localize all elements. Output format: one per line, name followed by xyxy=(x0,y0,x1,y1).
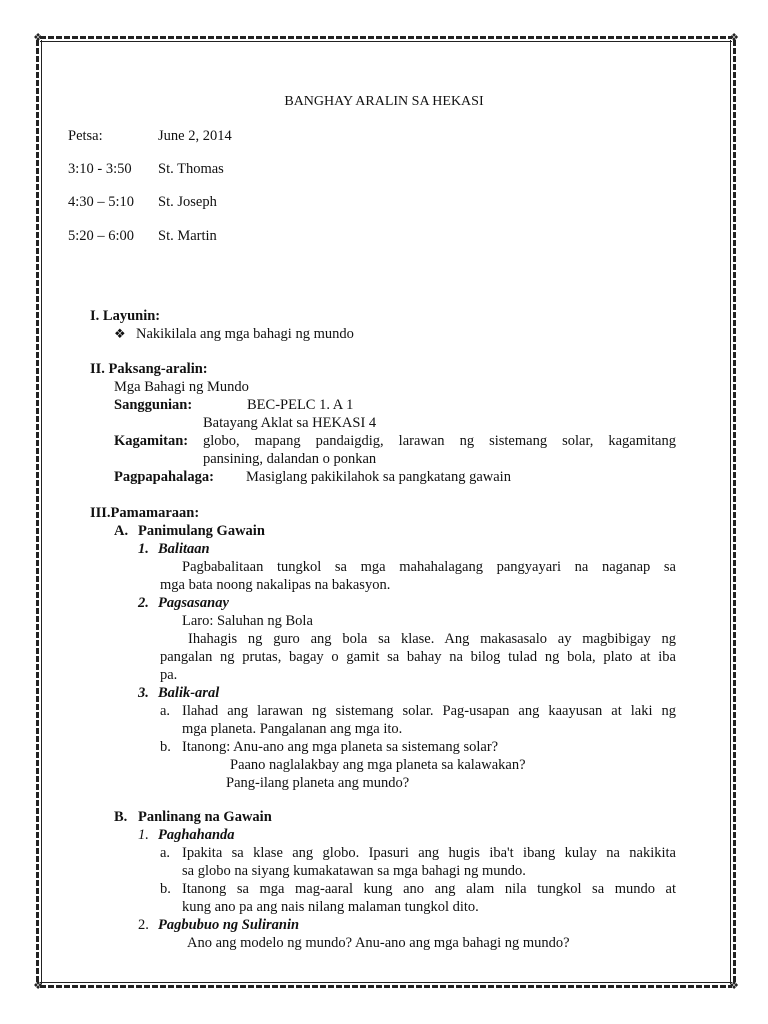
border-top xyxy=(40,36,732,39)
sub-item-label: b. xyxy=(160,881,171,897)
item-title-pagsasanay: Pagsasanay xyxy=(158,595,229,611)
topic-text: Mga Bahagi ng Mundo xyxy=(114,379,249,395)
border-left xyxy=(36,40,39,984)
subsection-a-label: A. xyxy=(114,523,129,539)
balik-aral-a-line-1: Ilahad ang larawan ng sistemang solar. Pag-usapan ang kaayusan at laki ng xyxy=(182,703,676,719)
item-number: 2. xyxy=(138,917,149,933)
item-title-paghahanda: Paghahanda xyxy=(158,827,235,843)
corner-ornament-icon: ❖ xyxy=(33,980,43,992)
subsection-a-title: Panimulang Gawain xyxy=(138,523,265,539)
sanggunian-value-1: BEC-PELC 1. A 1 xyxy=(247,397,354,413)
balik-aral-b-line-2: Paano naglalakbay ang mga planeta sa kalawakan? xyxy=(230,757,526,773)
pagpapahalaga-value: Masiglang pakikilahok sa pangkatang gawain xyxy=(246,469,511,485)
sanggunian-label: Sanggunian: xyxy=(114,397,193,413)
pagsasanay-line-2: pangalan ng prutas, bagay o gamit sa bahay na bilog tulad ng bola, plato at iba xyxy=(160,649,676,665)
objective-text: Nakikilala ang mga bahagi ng mundo xyxy=(136,326,354,342)
kagamitan-line-2: pansining, dalandan o ponkan xyxy=(203,451,377,467)
border-bottom xyxy=(40,985,732,988)
date-label: Petsa: xyxy=(68,128,103,144)
subsection-b-title: Panlinang na Gawain xyxy=(138,809,272,825)
border-right xyxy=(733,40,736,984)
balitaan-line-1: Pagbabalitaan tungkol sa mga mahahalagang pangyayari na naganap sa xyxy=(182,559,676,575)
item-number: 3. xyxy=(138,685,149,701)
balik-aral-a-line-2: mga planeta. Pangalanan ang mga ito. xyxy=(182,721,403,737)
corner-ornament-icon: ❖ xyxy=(33,32,43,44)
schedule-section-2: St. Joseph xyxy=(158,194,217,210)
sub-item-label: a. xyxy=(160,703,171,719)
item-number: 2. xyxy=(138,595,149,611)
kagamitan-label: Kagamitan: xyxy=(114,433,189,449)
schedule-time-2: 4:30 – 5:10 xyxy=(68,194,135,210)
sub-item-label: b. xyxy=(160,739,171,755)
kagamitan-line-1: globo, mapang pandaigdig, larawan ng sistemang solar, kagamitang xyxy=(203,433,676,449)
pagbubuo-line: Ano ang modelo ng mundo? Anu-ano ang mga bahagi ng mundo? xyxy=(187,935,570,951)
pagpapahalaga-label: Pagpapahalaga: xyxy=(114,469,214,485)
border-top-inner xyxy=(40,41,732,42)
document-title: BANGHAY ARALIN SA HEKASI xyxy=(284,94,484,109)
border-bottom-inner xyxy=(40,982,732,983)
pagsasanay-line-1: Ihahagis ng guro ang bola sa klase. Ang makasasalo ay magbibigay ng xyxy=(188,631,676,647)
schedule-time-3: 5:20 – 6:00 xyxy=(68,228,135,244)
pagsasanay-game: Laro: Saluhan ng Bola xyxy=(182,613,313,629)
item-number: 1. xyxy=(138,541,149,557)
section-heading-paksang-aralin: II. Paksang-aralin: xyxy=(90,361,208,377)
balik-aral-b-line-1: Itanong: Anu-ano ang mga planeta sa sistemang solar? xyxy=(182,739,499,755)
balik-aral-b-line-3: Pang-ilang planeta ang mundo? xyxy=(226,775,410,791)
item-title-pagbubuo: Pagbubuo ng Suliranin xyxy=(158,917,300,933)
section-heading-layunin: I. Layunin: xyxy=(90,308,161,324)
schedule-time-1: 3:10 - 3:50 xyxy=(68,161,132,177)
schedule-section-3: St. Martin xyxy=(158,228,217,244)
paghahanda-b-line-2: kung ano pa ang nais nilang malaman tungkol dito. xyxy=(182,899,479,915)
item-title-balik-aral: Balik-aral xyxy=(158,685,220,701)
item-number: 1. xyxy=(138,827,149,843)
paghahanda-a-line-1: Ipakita sa klase ang globo. Ipasuri ang hugis iba't ibang kulay na nakikita xyxy=(182,845,676,861)
date-value: June 2, 2014 xyxy=(158,128,232,144)
border-left-inner xyxy=(41,40,42,984)
schedule-section-1: St. Thomas xyxy=(158,161,224,177)
paghahanda-b-line-1: Itanong sa mga mag-aaral kung ano ang alam nila tungkol sa mundo at xyxy=(182,881,676,897)
balitaan-line-2: mga bata noong nakalipas na bakasyon. xyxy=(160,577,391,593)
sub-item-label: a. xyxy=(160,845,171,861)
border-right-inner xyxy=(730,40,731,984)
corner-ornament-icon: ❖ xyxy=(729,980,739,992)
section-heading-pamamaraan: III.Pamamaraan: xyxy=(90,505,200,521)
corner-ornament-icon: ❖ xyxy=(729,32,739,44)
pagsasanay-line-3: pa. xyxy=(160,667,178,683)
item-title-balitaan: Balitaan xyxy=(158,541,210,557)
sanggunian-value-2: Batayang Aklat sa HEKASI 4 xyxy=(203,415,377,431)
diamond-bullet-icon: ❖ xyxy=(114,326,126,341)
subsection-b-label: B. xyxy=(114,809,128,825)
paghahanda-a-line-2: sa globo na siyang kumakatawan sa mga bahagi ng mundo. xyxy=(182,863,526,879)
